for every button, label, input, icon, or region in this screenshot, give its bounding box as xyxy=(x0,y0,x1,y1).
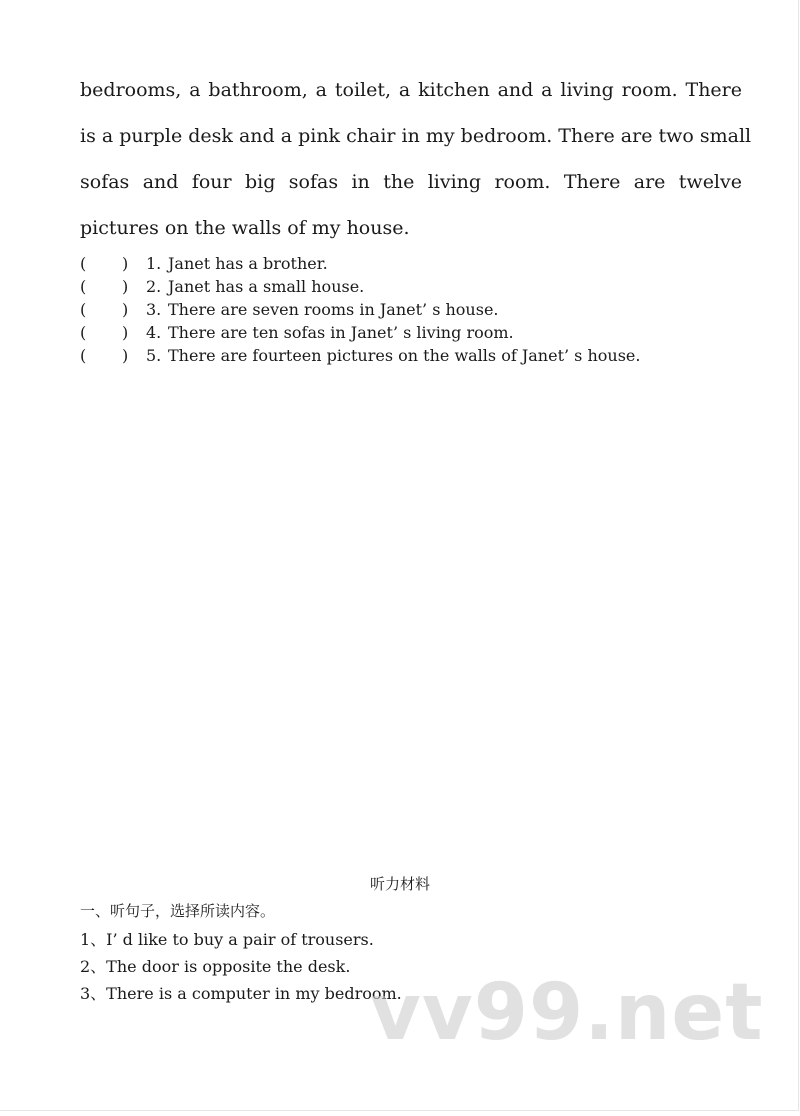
true-false-questions xyxy=(80,252,760,367)
answer-blank-close: ) xyxy=(122,323,129,342)
question-number: 4. xyxy=(146,323,162,342)
passage-line: is a purple desk and a pink chair in my bedroom. There are two small xyxy=(80,125,752,147)
answer-blank-close: ) xyxy=(122,300,129,319)
listening-sentence: 3、There is a computer in my bedroom. xyxy=(80,984,402,1003)
question-text: Janet has a small house. xyxy=(168,277,365,296)
answer-blank-close: ) xyxy=(122,346,129,365)
answer-blank-open: ( xyxy=(80,346,87,365)
question-row xyxy=(80,344,760,367)
question-text: There are ten sofas in Janet’ s living room. xyxy=(168,323,514,342)
answer-blank-open: ( xyxy=(80,323,87,342)
question-number: 1. xyxy=(146,254,162,273)
passage-line: pictures on the walls of my house. xyxy=(80,217,410,239)
question-text: Janet has a brother. xyxy=(168,254,328,273)
passage-line: sofas and four big sofas in the living room. There are twelve xyxy=(80,171,742,193)
question-row xyxy=(80,252,760,275)
listening-material-title: 听力材料 xyxy=(369,875,430,893)
listening-sentences xyxy=(80,926,402,1007)
question-number: 5. xyxy=(146,346,162,365)
passage-line: bedrooms, a bathroom, a toilet, a kitchen and a living room. There xyxy=(80,79,742,101)
reading-passage xyxy=(80,67,752,251)
answer-blank-close: ) xyxy=(122,277,129,296)
answer-blank-open: ( xyxy=(80,254,87,273)
listening-sentence: 1、I’ d like to buy a pair of trousers. xyxy=(80,930,374,949)
answer-blank-open: ( xyxy=(80,277,87,296)
question-number: 2. xyxy=(146,277,162,296)
site-watermark: vv99.net xyxy=(370,968,764,1058)
answer-blank-open: ( xyxy=(80,300,87,319)
question-text: There are fourteen pictures on the walls of Janet’ s house. xyxy=(168,346,641,365)
question-row xyxy=(80,321,760,344)
answer-blank-close: ) xyxy=(122,254,129,273)
question-text: There are seven rooms in Janet’ s house. xyxy=(168,300,499,319)
question-row xyxy=(80,298,760,321)
listening-section-heading: 一、听句子，选择所读内容。 xyxy=(80,902,276,920)
question-number: 3. xyxy=(146,300,162,319)
question-row xyxy=(80,275,760,298)
listening-sentence: 2、The door is opposite the desk. xyxy=(80,957,351,976)
